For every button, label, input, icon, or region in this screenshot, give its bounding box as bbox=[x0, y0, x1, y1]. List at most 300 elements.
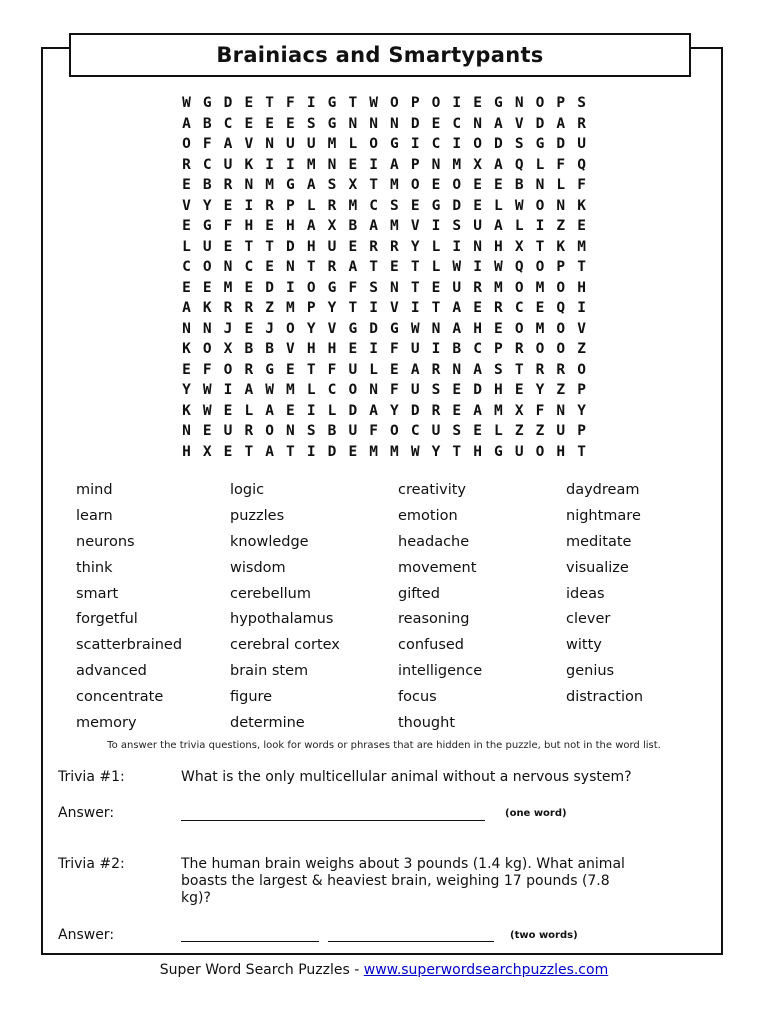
grid-letter: T bbox=[244, 443, 254, 460]
grid-letter: T bbox=[410, 279, 420, 296]
grid-letter: H bbox=[327, 341, 337, 357]
grid-letter: I bbox=[306, 95, 316, 111]
word-list-item: emotion bbox=[398, 507, 458, 524]
grid-letter: E bbox=[473, 423, 482, 439]
puzzle-title: Brainiacs and Smartypants bbox=[69, 33, 691, 77]
grid-letter: E bbox=[473, 95, 482, 111]
grid-letter: N bbox=[369, 115, 378, 132]
word-list-item: learn bbox=[76, 507, 113, 524]
grid-letter: U bbox=[410, 341, 420, 357]
word-list-item: ideas bbox=[566, 585, 605, 602]
grid-letter: A bbox=[369, 218, 378, 234]
grid-letter: D bbox=[327, 443, 337, 460]
grid-letter: F bbox=[535, 402, 545, 419]
trivia-1-hint: (one word) bbox=[505, 808, 567, 819]
grid-letter: G bbox=[286, 177, 295, 193]
grid-letter: G bbox=[202, 218, 212, 234]
grid-letter: H bbox=[473, 320, 482, 337]
grid-letter: S bbox=[431, 382, 441, 398]
grid-letter: S bbox=[452, 423, 462, 439]
grid-letter: W bbox=[265, 382, 274, 398]
grid-letter: E bbox=[223, 238, 233, 255]
grid-letter: A bbox=[182, 300, 191, 316]
grid-row bbox=[0, 401, 768, 422]
grid-letter: I bbox=[473, 259, 482, 275]
grid-letter: O bbox=[202, 341, 212, 357]
word-list-item: scatterbrained bbox=[76, 637, 183, 654]
grid-letter: E bbox=[265, 115, 274, 132]
grid-letter: F bbox=[390, 341, 399, 357]
grid-letter: R bbox=[556, 361, 566, 378]
grid-letter: U bbox=[348, 423, 358, 439]
grid-letter: B bbox=[202, 177, 212, 193]
footer-text: Super Word Search Puzzles - bbox=[159, 962, 364, 978]
grid-letter: E bbox=[286, 115, 295, 132]
grid-letter: T bbox=[431, 300, 441, 316]
grid-letter: E bbox=[244, 279, 254, 296]
word-list-item: memory bbox=[76, 715, 137, 732]
grid-row bbox=[0, 421, 768, 442]
grid-letter: P bbox=[410, 156, 420, 173]
word-list-item: knowledge bbox=[230, 533, 309, 550]
grid-letter: N bbox=[223, 259, 233, 275]
grid-letter: P bbox=[577, 382, 586, 398]
grid-letter: M bbox=[265, 177, 274, 193]
grid-letter: S bbox=[577, 95, 586, 111]
grid-letter: V bbox=[244, 136, 254, 152]
grid-letter: X bbox=[348, 177, 358, 193]
grid-letter: L bbox=[431, 238, 441, 255]
grid-letter: O bbox=[348, 382, 358, 398]
grid-letter: V bbox=[514, 115, 524, 132]
word-column-1 bbox=[76, 480, 182, 739]
grid-letter: Q bbox=[577, 156, 586, 173]
grid-letter: C bbox=[223, 115, 233, 132]
word-list-item: genius bbox=[566, 663, 615, 680]
grid-letter: M bbox=[223, 279, 233, 296]
grid-row bbox=[0, 134, 768, 155]
grid-letter: E bbox=[410, 197, 420, 214]
word-list-item: puzzles bbox=[230, 507, 285, 524]
letter-grid bbox=[0, 93, 768, 462]
grid-letter: H bbox=[577, 279, 586, 296]
grid-letter: E bbox=[473, 300, 482, 316]
grid-letter: E bbox=[202, 279, 212, 296]
grid-letter: E bbox=[452, 382, 462, 398]
grid-letter: M bbox=[535, 320, 545, 337]
grid-letter: L bbox=[306, 197, 316, 214]
grid-row bbox=[0, 319, 768, 340]
grid-letter: W bbox=[494, 259, 503, 275]
grid-letter: U bbox=[327, 238, 337, 255]
grid-letter: A bbox=[223, 136, 233, 152]
trivia-instructions: To answer the trivia questions, look for words or phrases that are hidden in the puzzle, but not in the word list. bbox=[107, 740, 661, 751]
grid-letter: J bbox=[223, 320, 233, 337]
grid-letter: G bbox=[202, 95, 212, 111]
grid-letter: D bbox=[556, 136, 566, 152]
grid-letter: Y bbox=[202, 197, 212, 214]
word-list-item: determine bbox=[230, 715, 305, 732]
trivia-1-answer-label: Answer: bbox=[58, 805, 115, 821]
grid-letter: I bbox=[410, 136, 420, 152]
grid-letter: I bbox=[286, 156, 295, 173]
grid-letter: N bbox=[286, 259, 295, 275]
grid-letter: C bbox=[369, 197, 378, 214]
grid-letter: I bbox=[452, 95, 462, 111]
grid-letter: O bbox=[306, 279, 316, 296]
grid-letter: L bbox=[556, 177, 566, 193]
grid-letter: M bbox=[535, 279, 545, 296]
grid-letter: N bbox=[390, 115, 399, 132]
word-list-item: clever bbox=[566, 611, 611, 628]
grid-letter: E bbox=[182, 177, 191, 193]
grid-letter: O bbox=[535, 95, 545, 111]
grid-letter: F bbox=[369, 423, 378, 439]
word-list-item: distraction bbox=[566, 689, 644, 706]
grid-letter: M bbox=[577, 238, 586, 255]
grid-letter: E bbox=[473, 197, 482, 214]
word-list-item: meditate bbox=[566, 533, 632, 550]
grid-letter: N bbox=[327, 156, 337, 173]
grid-letter: R bbox=[577, 115, 586, 132]
grid-letter: I bbox=[535, 218, 545, 234]
grid-letter: G bbox=[494, 95, 503, 111]
word-list-item: reasoning bbox=[398, 611, 470, 628]
grid-letter: E bbox=[202, 423, 212, 439]
grid-letter: L bbox=[494, 197, 503, 214]
grid-letter: L bbox=[431, 259, 441, 275]
grid-letter: O bbox=[577, 361, 586, 378]
grid-row bbox=[0, 339, 768, 360]
grid-letter: G bbox=[494, 443, 503, 460]
grid-letter: S bbox=[306, 115, 316, 132]
grid-letter: F bbox=[223, 218, 233, 234]
grid-letter: A bbox=[556, 115, 566, 132]
grid-letter: S bbox=[369, 279, 378, 296]
grid-letter: Z bbox=[556, 382, 566, 398]
grid-letter: U bbox=[473, 218, 482, 234]
grid-letter: E bbox=[431, 279, 441, 296]
grid-letter: W bbox=[182, 95, 191, 111]
word-column-4 bbox=[566, 480, 643, 713]
grid-letter: I bbox=[244, 197, 254, 214]
grid-row bbox=[0, 442, 768, 463]
grid-letter: B bbox=[348, 218, 358, 234]
grid-letter: O bbox=[369, 136, 378, 152]
grid-letter: P bbox=[556, 95, 566, 111]
trivia-2-answer-label: Answer: bbox=[58, 927, 115, 943]
grid-letter: P bbox=[556, 259, 566, 275]
grid-letter: H bbox=[306, 238, 316, 255]
grid-letter: N bbox=[265, 136, 274, 152]
grid-letter: N bbox=[244, 177, 254, 193]
word-list-item: advanced bbox=[76, 663, 147, 680]
grid-letter: O bbox=[514, 320, 524, 337]
trivia-1-label: Trivia #1: bbox=[58, 769, 125, 785]
grid-letter: R bbox=[535, 361, 545, 378]
grid-letter: N bbox=[431, 320, 441, 337]
grid-letter: T bbox=[410, 259, 420, 275]
word-list-item: figure bbox=[230, 689, 273, 706]
grid-letter: E bbox=[244, 320, 254, 337]
grid-letter: W bbox=[452, 259, 462, 275]
grid-letter: E bbox=[452, 402, 462, 419]
footer-link[interactable]: www.superwordsearchpuzzles.com bbox=[363, 962, 609, 978]
footer bbox=[0, 962, 768, 978]
grid-letter: X bbox=[514, 238, 524, 255]
grid-letter: Z bbox=[265, 300, 274, 316]
grid-letter: M bbox=[306, 156, 316, 173]
grid-letter: N bbox=[390, 279, 399, 296]
grid-letter: O bbox=[556, 341, 566, 357]
trivia-1-answer-blank[interactable] bbox=[181, 820, 485, 821]
grid-letter: A bbox=[410, 361, 420, 378]
grid-row bbox=[0, 216, 768, 237]
grid-letter: M bbox=[286, 300, 295, 316]
grid-letter: R bbox=[473, 279, 482, 296]
grid-letter: L bbox=[514, 218, 524, 234]
grid-letter: H bbox=[494, 238, 503, 255]
grid-letter: D bbox=[452, 197, 462, 214]
grid-letter: D bbox=[369, 320, 378, 337]
grid-letter: N bbox=[348, 115, 358, 132]
grid-letter: C bbox=[202, 156, 212, 173]
grid-letter: A bbox=[306, 177, 316, 193]
word-list-item: wisdom bbox=[230, 559, 286, 576]
grid-letter: A bbox=[390, 156, 399, 173]
grid-letter: Z bbox=[535, 423, 545, 439]
grid-letter: C bbox=[327, 382, 337, 398]
grid-letter: F bbox=[577, 177, 586, 193]
grid-letter: U bbox=[223, 156, 233, 173]
grid-letter: O bbox=[223, 361, 233, 378]
grid-letter: K bbox=[182, 341, 191, 357]
grid-letter: F bbox=[202, 136, 212, 152]
grid-letter: U bbox=[410, 382, 420, 398]
grid-letter: Y bbox=[577, 402, 586, 419]
grid-letter: G bbox=[327, 279, 337, 296]
word-list-item: daydream bbox=[566, 482, 640, 498]
grid-letter: C bbox=[452, 115, 462, 132]
grid-letter: N bbox=[514, 95, 524, 111]
grid-letter: N bbox=[202, 320, 212, 337]
grid-row bbox=[0, 360, 768, 381]
grid-letter: C bbox=[514, 300, 524, 316]
grid-letter: C bbox=[244, 259, 254, 275]
grid-letter: R bbox=[390, 238, 399, 255]
grid-letter: W bbox=[202, 402, 212, 419]
grid-letter: T bbox=[265, 95, 274, 111]
trivia-2-answer-blank-2[interactable] bbox=[328, 941, 494, 942]
grid-letter: E bbox=[494, 177, 503, 193]
grid-letter: L bbox=[244, 402, 254, 419]
grid-letter: A bbox=[182, 115, 191, 132]
grid-letter: X bbox=[327, 218, 337, 234]
grid-letter: B bbox=[202, 115, 212, 132]
grid-letter: W bbox=[410, 320, 420, 337]
grid-letter: M bbox=[494, 402, 503, 419]
grid-letter: O bbox=[182, 136, 191, 152]
grid-letter: E bbox=[182, 361, 191, 378]
grid-letter: A bbox=[494, 218, 503, 234]
grid-letter: E bbox=[514, 382, 524, 398]
grid-letter: R bbox=[327, 259, 337, 275]
grid-letter: X bbox=[202, 443, 212, 460]
word-list-item: cerebellum bbox=[230, 585, 311, 602]
grid-row bbox=[0, 237, 768, 258]
grid-letter: F bbox=[286, 95, 295, 111]
grid-letter: O bbox=[473, 136, 482, 152]
trivia-2-answer-blank-1[interactable] bbox=[181, 941, 319, 942]
grid-letter: D bbox=[348, 402, 358, 419]
grid-letter: H bbox=[306, 341, 316, 357]
grid-letter: U bbox=[223, 423, 233, 439]
word-list-item: forgetful bbox=[76, 611, 138, 628]
grid-letter: U bbox=[202, 238, 212, 255]
grid-letter: A bbox=[348, 259, 358, 275]
grid-letter: G bbox=[327, 95, 337, 111]
grid-letter: X bbox=[473, 156, 482, 173]
grid-letter: E bbox=[265, 259, 274, 275]
grid-letter: A bbox=[452, 320, 462, 337]
trivia-2-hint: (two words) bbox=[510, 930, 578, 941]
grid-letter: H bbox=[473, 443, 482, 460]
grid-letter: I bbox=[223, 382, 233, 398]
grid-letter: H bbox=[494, 382, 503, 398]
grid-letter: N bbox=[369, 382, 378, 398]
grid-letter: T bbox=[306, 259, 316, 275]
grid-letter: U bbox=[306, 136, 316, 152]
grid-letter: N bbox=[556, 197, 566, 214]
grid-letter: N bbox=[473, 115, 482, 132]
grid-row bbox=[0, 93, 768, 114]
grid-letter: K bbox=[577, 197, 586, 214]
word-list-item: confused bbox=[398, 637, 465, 654]
grid-letter: O bbox=[286, 320, 295, 337]
trivia-2-question: The human brain weighs about 3 pounds (1.4 kg). What animal boasts the largest & heaviest brain, weighing 17 pounds (7.8 kg)? bbox=[181, 856, 625, 906]
grid-letter: R bbox=[369, 238, 378, 255]
word-list-item: smart bbox=[76, 585, 119, 602]
grid-letter: D bbox=[410, 115, 420, 132]
word-column-3 bbox=[398, 480, 482, 739]
grid-letter: R bbox=[223, 300, 233, 316]
grid-letter: I bbox=[369, 156, 378, 173]
grid-letter: B bbox=[265, 341, 274, 357]
grid-letter: E bbox=[390, 259, 399, 275]
grid-letter: R bbox=[244, 361, 254, 378]
grid-letter: F bbox=[556, 156, 566, 173]
grid-letter: I bbox=[369, 341, 378, 357]
word-list-item: headache bbox=[398, 533, 470, 550]
grid-letter: M bbox=[452, 156, 462, 173]
grid-letter: A bbox=[473, 361, 482, 378]
grid-letter: T bbox=[369, 259, 378, 275]
grid-row bbox=[0, 298, 768, 319]
grid-letter: V bbox=[577, 320, 586, 337]
grid-letter: V bbox=[390, 300, 399, 316]
grid-letter: N bbox=[452, 361, 462, 378]
grid-letter: Y bbox=[327, 300, 337, 316]
grid-letter: T bbox=[348, 95, 358, 111]
grid-letter: M bbox=[390, 177, 399, 193]
grid-letter: T bbox=[348, 300, 358, 316]
grid-letter: F bbox=[390, 382, 399, 398]
grid-row bbox=[0, 257, 768, 278]
grid-letter: K bbox=[244, 156, 254, 173]
grid-letter: C bbox=[410, 423, 420, 439]
word-list-item: logic bbox=[230, 482, 265, 498]
grid-letter: G bbox=[265, 361, 274, 378]
grid-letter: Q bbox=[514, 156, 524, 173]
grid-letter: I bbox=[431, 218, 441, 234]
grid-letter: A bbox=[494, 115, 503, 132]
word-list-item: brain stem bbox=[230, 663, 309, 680]
word-list-item: concentrate bbox=[76, 689, 164, 706]
grid-letter: C bbox=[182, 259, 191, 275]
grid-letter: G bbox=[535, 136, 545, 152]
grid-row bbox=[0, 155, 768, 176]
grid-letter: U bbox=[286, 136, 295, 152]
grid-letter: L bbox=[348, 136, 358, 152]
grid-letter: G bbox=[431, 197, 441, 214]
grid-letter: A bbox=[369, 402, 378, 419]
grid-letter: T bbox=[286, 443, 295, 460]
grid-letter: N bbox=[286, 423, 295, 439]
grid-letter: U bbox=[556, 423, 566, 439]
grid-letter: F bbox=[202, 361, 212, 378]
grid-letter: N bbox=[556, 402, 566, 419]
word-list-item: movement bbox=[398, 559, 477, 576]
grid-letter: E bbox=[577, 218, 586, 234]
grid-letter: R bbox=[244, 423, 254, 439]
trivia-1-question: What is the only multicellular animal without a nervous system? bbox=[181, 769, 632, 785]
grid-letter: S bbox=[514, 136, 524, 152]
grid-letter: X bbox=[223, 341, 233, 357]
grid-letter: T bbox=[369, 177, 378, 193]
word-list-item: neurons bbox=[76, 533, 135, 550]
grid-letter: Y bbox=[306, 320, 316, 337]
grid-letter: E bbox=[244, 115, 254, 132]
grid-letter: M bbox=[390, 443, 399, 460]
grid-letter: B bbox=[244, 341, 254, 357]
grid-row bbox=[0, 196, 768, 217]
word-list-item: gifted bbox=[398, 585, 440, 602]
grid-letter: I bbox=[431, 341, 441, 357]
grid-letter: G bbox=[390, 320, 399, 337]
word-list-item: hypothalamus bbox=[230, 611, 334, 628]
grid-letter: O bbox=[265, 423, 274, 439]
grid-row bbox=[0, 175, 768, 196]
grid-letter: A bbox=[452, 300, 462, 316]
grid-letter: I bbox=[577, 300, 586, 316]
word-list-item: creativity bbox=[398, 482, 467, 498]
grid-letter: A bbox=[494, 156, 503, 173]
grid-letter: E bbox=[182, 279, 191, 296]
grid-letter: H bbox=[182, 443, 191, 460]
grid-letter: N bbox=[473, 238, 482, 255]
grid-letter: E bbox=[223, 443, 233, 460]
grid-letter: O bbox=[390, 423, 399, 439]
word-list-item: think bbox=[76, 559, 113, 576]
grid-letter: D bbox=[265, 279, 274, 296]
word-list-item: cerebral cortex bbox=[230, 637, 340, 654]
grid-letter: B bbox=[452, 341, 462, 357]
grid-letter: E bbox=[348, 443, 358, 460]
grid-letter: G bbox=[390, 136, 399, 152]
grid-letter: I bbox=[410, 300, 420, 316]
grid-letter: S bbox=[327, 177, 337, 193]
grid-letter: P bbox=[306, 300, 316, 316]
